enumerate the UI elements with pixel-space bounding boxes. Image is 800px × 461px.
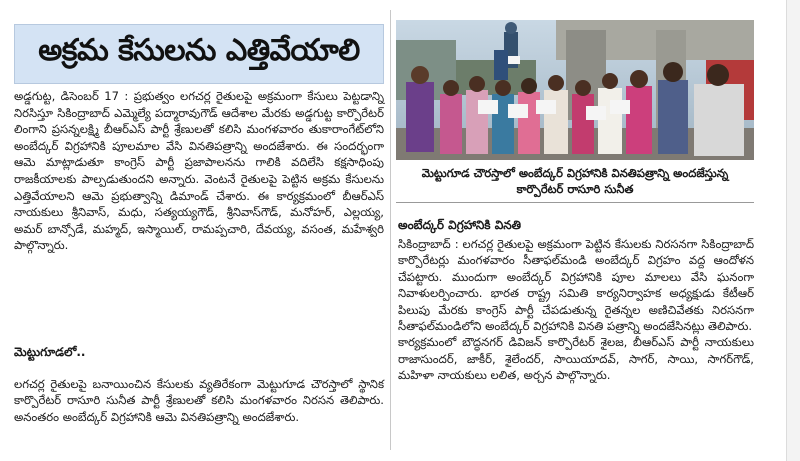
left-article-body	[14, 88, 384, 254]
page-edge	[786, 0, 800, 461]
protest-photo-illustration	[396, 20, 754, 160]
headline: అక్రమ కేసులను ఎత్తివేయాలి	[38, 33, 360, 68]
left-article-para2-text: లగచర్ల రైతులపై బనాయించిన కేసులకు వ్యతిరేకంగా మెట్టుగూడ చౌరస్తాలో స్థానిక కార్పొరేటర్ రాసూరి సునీత పార్టీ శ్రేణులతో కలిసి మంగళవారం నిరసన తెలిపారు. అనంతరం అంబేద్కర్ విగ్రహానికి ఆమె వినతిపత్రాన్ని అందజేశారు.	[14, 376, 384, 424]
photo-caption-line2: కార్పొరేటర్ రాసూరి సునీత	[516, 182, 634, 196]
headline-banner	[14, 24, 384, 84]
right-article-para2: కార్యక్రమంలో బౌద్ధనగర్ డివిజన్ కార్పొరేటర్ శైలజ, బీఆర్ఎస్ పార్టీ నాయకులు రాజాసుందర్, జాకీర్, శైలేందర్, సాయియాదవ్, సాగర్, సాయి, సాగర్‌గౌడ్, మహిళా నాయకులు లలిత, అర్చన పాల్గొన్నారు.	[398, 335, 754, 383]
right-article-body	[398, 236, 754, 384]
photo-caption	[396, 160, 754, 203]
left-article	[8, 6, 388, 456]
right-article-para1: సికింద్రాబాద్ : లగచర్ల రైతులపై అక్రమంగా పెట్టిన కేసులకు నిరసనగా సికింద్రాబాద్ కార్పొరేటర్లు మంగళవారం సీతాఫల్‌మండి అంబేద్కర్ విగ్రహం వద్ద ఆందోళన చేపట్టారు. ముందుగా అంబేద్కర్ విగ్రహానికి పూల మాలలు వేసి ఘనంగా నివాళులర్పించారు. భారత రాష్ట్ర సమితి కార్యనిర్వాహక అధ్యక్షుడు కేటీఆర్ పిలుపు మేరకు కాంగ్రెస్ పార్టీ చేపడుతున్న రైతన్నల అణిచివేతకు నిరసనగా సీతాఫల్‌మండిలోని అంబేద్కర్ విగ్రహానికి వినతి పత్రాన్ని అందజేసినట్లు తెలిపారు.	[398, 237, 754, 334]
right-article-subhead: అంబేద్కర్ విగ్రహానికి వినతి	[398, 218, 522, 232]
left-article-subhead: మెట్టుగూడలో..	[14, 345, 86, 359]
news-photo	[396, 20, 754, 160]
photo-caption-line1: మెట్టుగూడ చౌరస్తాలో అంబేద్కర్ విగ్రహానికి వినతిపత్రాన్ని అందజేస్తున్న	[421, 166, 729, 180]
left-article-lead: అడ్డగుట్ట, డిసెంబర్ 17 : ప్రభుత్వం లగచర్ల రైతులపై అక్రమంగా కేసులు పెట్టడాన్ని నిరసిస్తూ సికింద్రాబాద్ ఎమ్మెల్యే పద్మారావుగౌడ్ ఆదేశాల మేరకు అడ్డగుట్ట కార్పొరేటర్ లింగాని ప్రసన్నలక్ష్మి బీఆర్ఎస్ పార్టీ శ్రేణులతో కలిసి మంగళవారం తుకారాంగేట్‌లోని అంబేద్కర్ విగ్రహానికి పూలమాల వేసి వినతిపత్రాన్ని అందజేశారు. ఈ సందర్భంగా ఆమె మాట్లాడుతూ కాంగ్రెస్ పార్టీ ప్రజాపాలనను గాలికి వదిలేసి కక్షసాధింపు రాజకీయాలకు పాల్పడుతుందని అన్నారు. వెంటనే రైతులపై పెట్టిన అక్రమ కేసులను ఎత్తివేయాలని ఆమె ప్రభుత్వాన్ని డిమాండ్ చేశారు. ఈ కార్యక్రమంలో బీఆర్ఎస్ నాయకులు శ్రీనివాస్, మధు, సత్యయ్యగౌడ్, శ్రీనివాస్‌గౌడ్, మనోహర్, ఎల్లయ్య, అమర్ బాన్సోడే, మహ్మద్, ఇస్మాయిల్, రామప్పచారి, దేవయ్య, వసంత, మహేశ్వరి పాల్గొన్నారు.	[14, 89, 384, 253]
left-article-para2	[14, 364, 384, 437]
column-divider	[390, 10, 391, 450]
